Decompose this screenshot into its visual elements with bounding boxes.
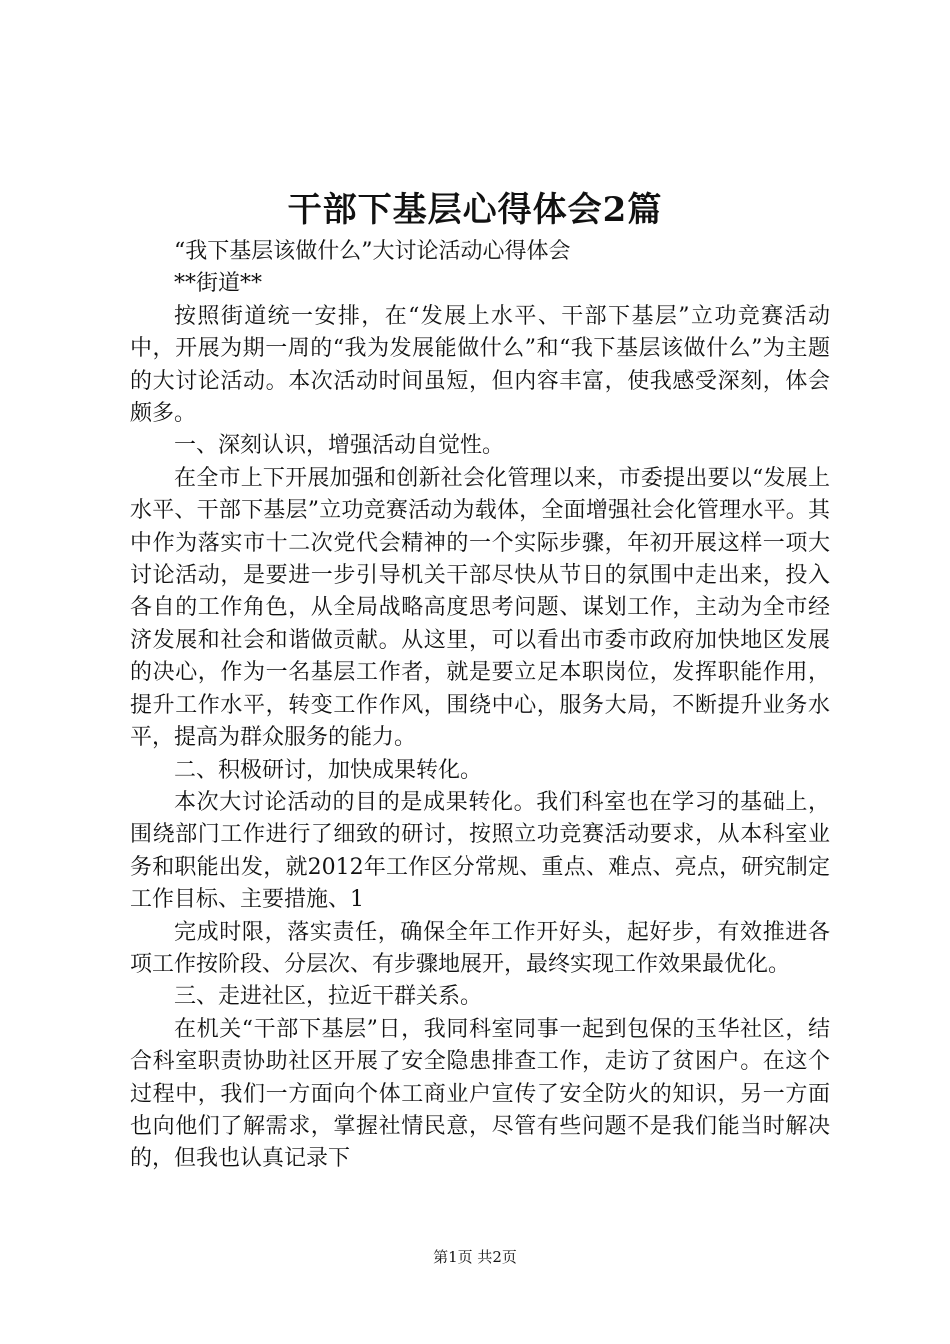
page-footer: 第1页 共2页 <box>433 1248 517 1266</box>
paragraph-section-2: 本次大讨论活动的目的是成果转化。我们科室也在学习的基础上，围绕部门工作进行了细致的研讨，按照立功竞赛活动要求，从本科室业务和职能出发，就2012年工作区分常规、重点、难点、亮点，研究制定工作目标、主要措施、1 <box>130 789 830 913</box>
section-heading-3: 三、走进社区，拉近干群关系。 <box>174 984 483 1010</box>
document-author: **街道** <box>174 271 263 297</box>
paragraph-section-2-continued: 完成时限，落实责任，确保全年工作开好头，起好步，有效推进各项工作按阶段、分层次、有步骤地展开，最终实现工作效果最优化。 <box>130 919 830 977</box>
section-heading-1: 一、深刻认识，增强活动自觉性。 <box>174 433 505 459</box>
paragraph-section-1: 在全市上下开展加强和创新社会化管理以来，市委提出要以“发展上水平、干部下基层”立功竞赛活动为载体，全面增强社会化管理水平。其中作为落实市十二次党代会精神的一个实际步骤，年初开展这样一项大讨论活动，是要进一步引导机关干部尽快从节日的氛围中走出来，投入各自的工作角色，从全局战略高度思考问题、谋划工作，主动为全市经济发展和社会和谐做贡献。从这里，可以看出市委市政府加快地区发展的决心，作为一名基层工作者，就是要立足本职岗位，发挥职能作用，提升工作水平，转变工作作风，围绕中心，服务大局，不断提升业务水平，提高为群众服务的能力。 <box>130 465 830 751</box>
paragraph-intro: 按照街道统一安排，在“发展上水平、干部下基层”立功竞赛活动中，开展为期一周的“我为发展能做什么”和“我下基层该做什么”为主题的大讨论活动。本次活动时间虽短，但内容丰富，使我感受深刻，体会颇多。 <box>130 303 830 427</box>
section-heading-2: 二、积极研讨，加快成果转化。 <box>174 757 483 783</box>
document-title: 干部下基层心得体会2篇 <box>287 190 663 230</box>
document-body <box>130 236 830 1176</box>
document-subtitle: “我下基层该做什么”大讨论活动心得体会 <box>174 239 571 264</box>
paragraph-section-3: 在机关“干部下基层”日，我同科室同事一起到包保的玉华社区，结合科室职责协助社区开展了安全隐患排查工作，走访了贫困户。在这个过程中，我们一方面向个体工商业户宣传了安全防火的知识，另一方面也向他们了解需求，掌握社情民意，尽管有些问题不是我们能当时解决的，但我也认真记录下 <box>130 1016 830 1172</box>
